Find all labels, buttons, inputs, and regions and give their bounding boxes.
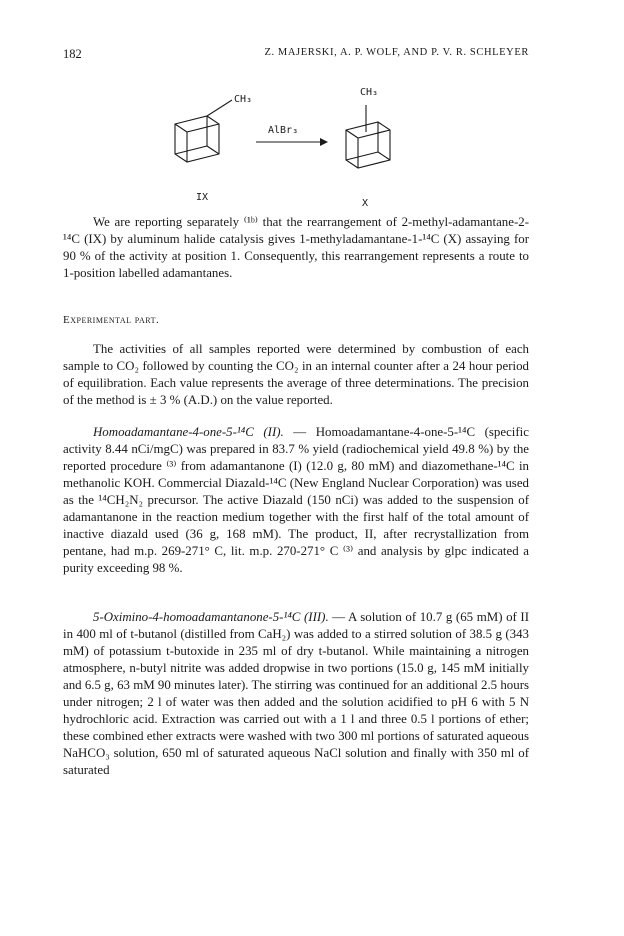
page-number: 182 (63, 47, 82, 61)
adamantane-structure-ix (175, 100, 232, 162)
paragraph-text: — Homoadamantane-4-one-5-¹⁴C (specific activity 8.44 nCi/mgC) was prepared in 83.7 % yield (radiochemical yield 49.8 %) by the reported procedure ⁽³⁾ from adamantanone (I) (12.0 g, 80 mM) and diazomethane-¹⁴C in methanolic KOH. Commercial Diazald-¹⁴C (New England Nuclear Corporation) was used as the ¹⁴CH₂N₂ precursor. The active Diazald (150 nCi) was added to the suspension of adamantanone in the reaction medium together with the first half of the total amount of inactive diazald used (36 g, 168 mM). The product, II, after recrystallization from pentane, had m.p. 269-271° C, lit. m.p. 270-271° C ⁽³⁾ and analysis by glpc indicated a purity exceeding 98 %. (63, 425, 529, 575)
paragraph-compound-ii (63, 424, 529, 577)
reaction-scheme (150, 78, 410, 208)
compound-label-x: X (362, 198, 369, 208)
compound-iii-title: 5-Oximino-4-homoadamantanone-5-¹⁴C (III). (93, 610, 329, 624)
paragraph-text: — A solution of 10.7 g (65 mM) of II in 400 ml of t-butanol (distilled from CaH₂) was added to a stirred solution of 38.5 g (343 mM) of potassium t-butoxide in 235 ml of dry t-butanol. While maintaining a nitrogen atmosphere, n-butyl nitrite was added dropwise in two portions (15.0 g, 145 mM initially and 6.5 g, 63 mM 90 minutes later). The stirring was continued for an additional 2.5 hours under nitrogen; 2 l of water was then added and the solution acidified to pH 6 with 5 N hydrochloric acid. Extraction was carried out with a 1 l and three 0.5 l portions of ether; these combined ether extracts were washed with two 300 ml portions of saturated aqueous NaHCO₃ solution, 650 ml of saturated aqueous NaCl solution and finally with 350 ml of saturated (63, 610, 529, 777)
paragraph-compound-iii (63, 609, 529, 779)
ix-methyl-label: CH₃ (234, 94, 253, 105)
section-heading: Experimental part. (63, 314, 160, 326)
compound-ii-title: Homoadamantane-4-one-5-¹⁴C (II). (93, 425, 284, 439)
adamantane-structure-x (346, 105, 390, 168)
running-authors: Z. MAJERSKI, A. P. WOLF, AND P. V. R. SCHLEYER (264, 47, 529, 58)
paragraph-methods (63, 341, 529, 409)
paragraph-text: The activities of all samples reported were determined by combustion of each sample to CO₂ followed by counting the CO₂ in an internal counter after a 24 hour period of equilibration. Each value represents the average of three determinations. The precision of the method is ± 3 % (A.D.) on the value reported. (63, 342, 529, 407)
reagent-label: AlBr₃ (268, 125, 299, 136)
paragraph-intro (63, 214, 529, 282)
compound-label-ix: IX (196, 192, 209, 203)
paragraph-text: We are reporting separately ⁽¹ᵇ⁾ that the rearrangement of 2-methyl-adamantane-2-¹⁴C (IX) by aluminum halide catalysis gives 1-methyladamantane-1-¹⁴C (X) assaying for 90 % of the activity at position 1. Consequently, this rearrangement represents a route to 1-position labelled adamantanes. (63, 215, 529, 280)
reaction-arrow (256, 138, 328, 146)
x-methyl-label: CH₃ (360, 87, 379, 98)
